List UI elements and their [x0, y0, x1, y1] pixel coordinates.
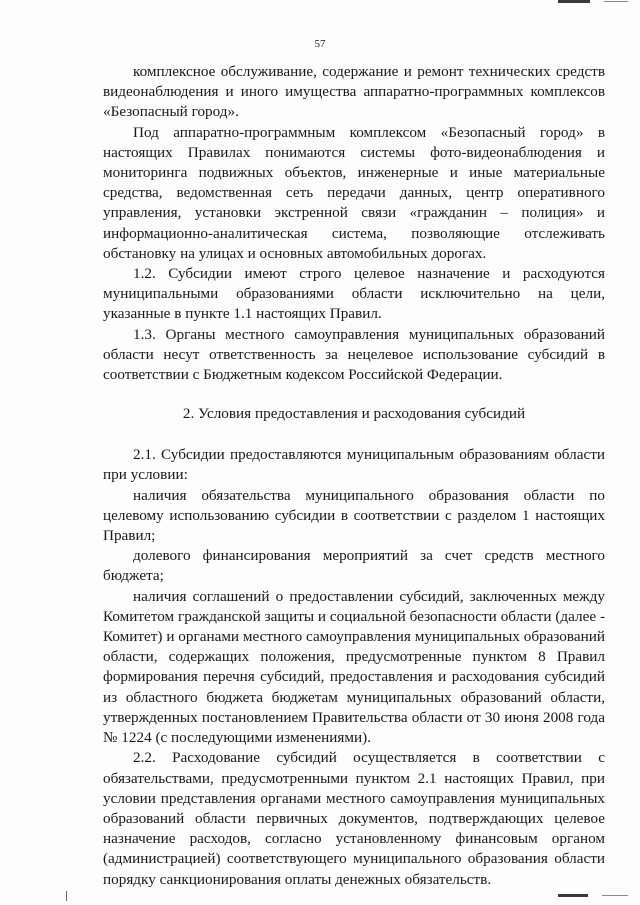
paragraph-1-2: 1.2. Субсидии имеют строго целевое назначение и расходуются муниципальными образованиями области исключительно на цели, указанные в пункте 1.1 настоящих Правил. [103, 265, 605, 323]
document-body [103, 62, 605, 890]
scan-artifact-top [558, 0, 590, 3]
page-number: 57 [314, 38, 326, 50]
condition-cofinancing: долевого финансирования мероприятий за счет средств местного бюджета; [103, 547, 605, 585]
paragraph-2-1: 2.1. Субсидии предоставляются муниципальным образованиям области при условии: [103, 446, 605, 484]
scan-artifact-bottom-dots [602, 895, 628, 896]
scan-artifact-bottom [558, 894, 588, 897]
scan-artifact-top-dots [604, 1, 628, 2]
section-heading: 2. Условия предоставления и расходования субсидий [182, 405, 526, 423]
paragraph-1-3: 1.3. Органы местного самоуправления муниципальных образований области несут ответственность за нецелевое использование субсидий в соответствии с Бюджетным кодексом Российской Федерации. [103, 325, 605, 384]
paragraph-definition: Под аппаратно-программным комплексом «Безопасный город» в настоящих Правилах понимаются системы фото-видеонаблюдения и мониторинга подвижных объектов, инженерные и иные материальные средства, ведомственная сеть передачи данных, центр оперативного управления, установки экстренной связи «гражданин – полиция» и информационно-аналитическая система, позволяющие отслеживать обстановку на улицах и основных автомобильных дорогах. [103, 123, 605, 262]
scan-artifact-bottom-left [66, 891, 67, 901]
condition-obligation: наличия обязательства муниципального образования области по целевому использованию субсидии в соответствии с разделом 1 настоящих Правил; [103, 486, 605, 545]
paragraph-continuation: комплексное обслуживание, содержание и ремонт технических средств видеонаблюдения и иного имущества аппаратно-программных комплексов «Безопасный город». [103, 63, 605, 121]
paragraph-2-2: 2.2. Расходование субсидий осуществляется в соответствии с обязательствами, предусмотренными пунктом 2.1 настоящих Правил, при условии представления органами местного самоуправления муниципальных образований области первичных документов, подтверждающих целевое назначение расходов, согласно установленному финансовым органом (администрацией) соответствующего муниципального образования области порядку санкционирования оплаты денежных обязательств. [103, 749, 605, 888]
condition-agreements: наличия соглашений о предоставлении субсидий, заключенных между Комитетом гражданской защиты и социальной безопасности области (далее - Комитет) и органами местного самоуправления муниципальных образований области, содержащих положения, предусмотренные пунктом 8 Правил формирования перечня субсидий, предоставления и расходования субсидий из областного бюджета бюджетам муниципальных образований области, утвержденных постановлением Правительства области от 30 июня 2008 года № 1224 (с последующими изменениями). [103, 587, 605, 747]
